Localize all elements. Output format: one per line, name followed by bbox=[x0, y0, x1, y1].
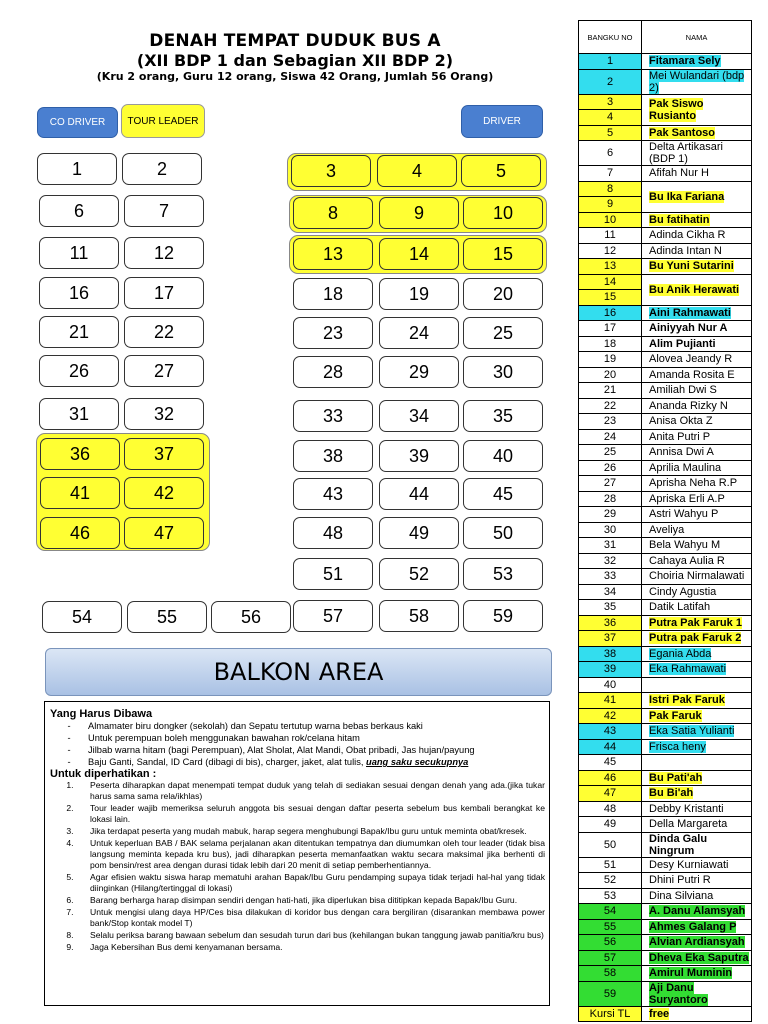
roster-name: Alovea Jeandy R bbox=[649, 353, 733, 366]
roster-name: Dhini Putri R bbox=[649, 874, 711, 887]
seat-29[interactable]: 29 bbox=[379, 356, 459, 388]
attention-item: 6. Barang berharga harap disimpan sendiri dengan hati-hati, jika diperlukan bisa dititipkan kepada Bapak/Ibu Guru. bbox=[66, 895, 518, 905]
attention-item: 5. Agar efisien waktu siswa harap mematuhi arahan Bapak/Ibu Guru pendamping supaya tidak terjadi hal-hal yang tidak diinginkan (Hilang/tertinggal di lokasi) bbox=[66, 872, 545, 893]
co-driver-button[interactable]: CO DRIVER bbox=[37, 107, 118, 138]
seat-32[interactable]: 32 bbox=[124, 398, 204, 430]
roster-seat-no: 31 bbox=[579, 538, 642, 554]
roster-seat-no: 6 bbox=[579, 141, 642, 166]
roster-name: Anisa Okta Z bbox=[649, 415, 713, 428]
seat-3[interactable]: 3 bbox=[291, 155, 371, 187]
roster-seat-no: 9 bbox=[579, 197, 642, 213]
roster-row bbox=[579, 274, 752, 290]
roster-row bbox=[579, 125, 752, 141]
roster-row bbox=[579, 398, 752, 414]
roster-name: Alvian Ardiansyah bbox=[649, 936, 745, 949]
seat-30[interactable]: 30 bbox=[463, 356, 543, 388]
roster-name: Bu fatihatin bbox=[649, 213, 710, 226]
roster-seat-no: 20 bbox=[579, 367, 642, 383]
roster-seat-no: 18 bbox=[579, 336, 642, 352]
seat-41[interactable]: 41 bbox=[40, 477, 120, 509]
seat-12[interactable]: 12 bbox=[124, 237, 204, 269]
bring-emphasis: uang saku secukupnya bbox=[366, 757, 469, 767]
roster-row bbox=[579, 460, 752, 476]
roster-seat-no: 59 bbox=[579, 981, 642, 1006]
roster-name: Amanda Rosita E bbox=[649, 368, 735, 381]
roster-name: Amiliah Dwi S bbox=[649, 384, 717, 397]
roster-row bbox=[579, 383, 752, 399]
seat-53[interactable]: 53 bbox=[463, 558, 543, 590]
roster-name: Ainiyyah Nur A bbox=[649, 322, 728, 335]
roster-seat-no: 48 bbox=[579, 801, 642, 817]
roster-seat-no: 24 bbox=[579, 429, 642, 445]
roster-seat-no: 8 bbox=[579, 181, 642, 197]
roster-seat-no: 41 bbox=[579, 693, 642, 709]
roster-seat-no: 21 bbox=[579, 383, 642, 399]
roster-table bbox=[578, 20, 752, 1022]
seat-13[interactable]: 13 bbox=[293, 238, 373, 270]
roster-row bbox=[579, 950, 752, 966]
roster-row bbox=[579, 919, 752, 935]
roster-row bbox=[579, 259, 752, 275]
attention-item: 1. Peserta diharapkan dapat menempati tempat duduk yang telah di sediakan sesuai dengan denah yang ada.(jika tukar harus sama sama rela/ikhlas) bbox=[66, 780, 545, 801]
seat-57[interactable]: 57 bbox=[293, 600, 373, 632]
roster-row bbox=[579, 69, 752, 94]
roster-row bbox=[579, 584, 752, 600]
roster-row bbox=[579, 476, 752, 492]
attention-item: 9. Jaga Kebersihan Bus demi kenyamanan bersama. bbox=[66, 942, 283, 952]
seat-35[interactable]: 35 bbox=[463, 400, 543, 432]
roster-row bbox=[579, 54, 752, 70]
seat-2[interactable]: 2 bbox=[122, 153, 202, 185]
roster-row bbox=[579, 507, 752, 523]
seat-51[interactable]: 51 bbox=[293, 558, 373, 590]
seat-27[interactable]: 27 bbox=[124, 355, 204, 387]
roster-seat-no: 27 bbox=[579, 476, 642, 492]
roster-name: Istri Pak Faruk bbox=[649, 694, 725, 707]
roster-name: Ananda Rizky N bbox=[649, 399, 728, 412]
seat-45[interactable]: 45 bbox=[463, 478, 543, 510]
seat-48[interactable]: 48 bbox=[293, 517, 373, 549]
roster-name: Afifah Nur H bbox=[649, 167, 709, 180]
seat-18[interactable]: 18 bbox=[293, 278, 373, 310]
seat-21[interactable]: 21 bbox=[39, 316, 119, 348]
roster-row bbox=[579, 708, 752, 724]
roster-row bbox=[579, 888, 752, 904]
roster-row bbox=[579, 352, 752, 368]
roster-seat-no: 44 bbox=[579, 739, 642, 755]
roster-seat-no: 23 bbox=[579, 414, 642, 430]
roster-name: Pak Santoso bbox=[649, 126, 716, 139]
roster-row bbox=[579, 755, 752, 771]
roster-name: Dheva Eka Saputra bbox=[649, 951, 749, 964]
seat-22[interactable]: 22 bbox=[124, 316, 204, 348]
seat-39[interactable]: 39 bbox=[379, 440, 459, 472]
seat-8[interactable]: 8 bbox=[293, 197, 373, 229]
roster-seat-no: 47 bbox=[579, 786, 642, 802]
roster-seat-no: 13 bbox=[579, 259, 642, 275]
roster-row bbox=[579, 305, 752, 321]
roster-name: Bu Anik Herawati bbox=[649, 283, 740, 296]
attention-heading: Untuk diperhatikan : bbox=[50, 768, 157, 780]
roster-name: Adinda Intan N bbox=[649, 244, 722, 257]
roster-seat-no: 57 bbox=[579, 950, 642, 966]
roster-seat-no: 16 bbox=[579, 305, 642, 321]
attention-item: 7. Untuk mengisi ulang daya HP/Ces bisa dilakukan di koridor bus dengan cara bergiliran (disarankan membawa power bank/Stop kontak model T) bbox=[66, 907, 545, 928]
bring-item: - Jilbab warna hitam (bagi Perempuan), Alat Sholat, Alat Mandi, Obat pribadi, Jas hujan/payung bbox=[67, 745, 475, 755]
roster-row bbox=[579, 491, 752, 507]
seat-33[interactable]: 33 bbox=[293, 400, 373, 432]
roster-name: Desy Kurniawati bbox=[649, 858, 729, 871]
seat-24[interactable]: 24 bbox=[379, 317, 459, 349]
roster-name: Dinda Galu Ningrum bbox=[649, 832, 708, 857]
roster-name: Aji Danu Suryantoro bbox=[649, 981, 708, 1006]
roster-seat-no: 37 bbox=[579, 631, 642, 647]
roster-seat-no: 11 bbox=[579, 228, 642, 244]
roster-name: Aprisha Neha R.P bbox=[649, 477, 738, 490]
attention-item: 8. Selalu periksa barang bawaan sebelum dan sesudah turun dari bus (kehilangan bukan tanggung jawab panitia/kru bus) bbox=[66, 930, 544, 940]
page-title: DENAH TEMPAT DUDUK BUS A bbox=[149, 31, 441, 51]
roster-seat-no: Kursi TL bbox=[579, 1006, 642, 1022]
page-info: (Kru 2 orang, Guru 12 orang, Siswa 42 Orang, Jumlah 56 Orang) bbox=[96, 70, 494, 83]
roster-name: Bela Wahyu M bbox=[649, 539, 721, 552]
roster-seat-no: 46 bbox=[579, 770, 642, 786]
roster-seat-no: 52 bbox=[579, 873, 642, 889]
roster-seat-no: 5 bbox=[579, 125, 642, 141]
bring-heading: Yang Harus Dibawa bbox=[50, 708, 153, 720]
seat-52[interactable]: 52 bbox=[379, 558, 459, 590]
roster-seat-no: 39 bbox=[579, 662, 642, 678]
roster-row bbox=[579, 336, 752, 352]
roster-seat-no: 4 bbox=[579, 110, 642, 126]
roster-row bbox=[579, 615, 752, 631]
roster-seat-no: 14 bbox=[579, 274, 642, 290]
roster-name: Anita Putri P bbox=[649, 430, 711, 443]
roster-row bbox=[579, 212, 752, 228]
roster-name: Delta Artikasari (BDP 1) bbox=[649, 141, 723, 165]
roster-row bbox=[579, 522, 752, 538]
roster-seat-no: 12 bbox=[579, 243, 642, 259]
roster-name: Ahmes Galang P bbox=[649, 920, 737, 933]
roster-name: Adinda Cikha R bbox=[649, 229, 726, 242]
tour-leader-button[interactable]: TOUR LEADER bbox=[121, 104, 205, 138]
roster-name: Choiria Nirmalawati bbox=[649, 570, 745, 583]
roster-seat-no: 53 bbox=[579, 888, 642, 904]
seat-25[interactable]: 25 bbox=[463, 317, 543, 349]
seat-54[interactable]: 54 bbox=[42, 601, 122, 633]
roster-seat-no: 30 bbox=[579, 522, 642, 538]
roster-name: Bu Pati'ah bbox=[649, 771, 703, 784]
roster-seat-no: 3 bbox=[579, 94, 642, 110]
roster-name: Egania Abda bbox=[649, 647, 712, 660]
seat-58[interactable]: 58 bbox=[379, 600, 459, 632]
seat-42[interactable]: 42 bbox=[124, 477, 204, 509]
roster-row bbox=[579, 662, 752, 678]
roster-row bbox=[579, 569, 752, 585]
seat-49[interactable]: 49 bbox=[379, 517, 459, 549]
roster-row bbox=[579, 553, 752, 569]
seat-7[interactable]: 7 bbox=[124, 195, 204, 227]
roster-row bbox=[579, 786, 752, 802]
seat-17[interactable]: 17 bbox=[124, 277, 204, 309]
roster-row bbox=[579, 600, 752, 616]
seat-10[interactable]: 10 bbox=[463, 197, 543, 229]
seat-20[interactable]: 20 bbox=[463, 278, 543, 310]
driver-button[interactable]: DRIVER bbox=[461, 105, 543, 138]
roster-name: Cahaya Aulia R bbox=[649, 554, 725, 567]
seat-11[interactable]: 11 bbox=[39, 237, 119, 269]
roster-name: Dina Silviana bbox=[649, 889, 714, 902]
roster-name: Cindy Agustia bbox=[649, 585, 717, 598]
roster-row bbox=[579, 631, 752, 647]
roster-row bbox=[579, 817, 752, 833]
roster-name: Alim Pujianti bbox=[649, 337, 716, 350]
roster-name: Bu Ika Fariana bbox=[649, 190, 725, 203]
roster-seat-no: 34 bbox=[579, 584, 642, 600]
balkon-area: BALKON AREA bbox=[45, 648, 552, 696]
roster-name: Bu Yuni Sutarini bbox=[649, 260, 734, 273]
roster-name: Datik Latifah bbox=[649, 601, 711, 614]
roster-name: Amirul Muminin bbox=[649, 967, 733, 980]
seat-1[interactable]: 1 bbox=[37, 153, 117, 185]
roster-name: Mei Wulandari (bdp 2) bbox=[649, 69, 745, 94]
roster-row bbox=[579, 243, 752, 259]
seat-14[interactable]: 14 bbox=[379, 238, 459, 270]
roster-seat-no: 17 bbox=[579, 321, 642, 337]
roster-row bbox=[579, 873, 752, 889]
attention-item: 4. Untuk keperluan BAB / BAK selama perjalanan akan ditentukan tempatnya dan diumumkan oleh tour leader (tidak bisa langsung meminta kepada kru bus), jadi diharapkan peserta memanfaatkan waktu secara maksimal jika berhenti di pom bensin/rest area dengan durasi tidak lebih dari 20 menit di setiap pemberhentiannya. bbox=[66, 838, 545, 870]
roster-seat-no: 45 bbox=[579, 755, 642, 771]
seat-28[interactable]: 28 bbox=[293, 356, 373, 388]
roster-row bbox=[579, 429, 752, 445]
roster-header bbox=[579, 21, 752, 54]
roster-name: Putra Pak Faruk 1 bbox=[649, 616, 742, 629]
seat-47[interactable]: 47 bbox=[124, 517, 204, 549]
seat-16[interactable]: 16 bbox=[39, 277, 119, 309]
roster-seat-no: 29 bbox=[579, 507, 642, 523]
roster-row bbox=[579, 538, 752, 554]
roster-seat-no: 58 bbox=[579, 966, 642, 982]
roster-row bbox=[579, 832, 752, 857]
roster-row bbox=[579, 981, 752, 1006]
roster-name: Eka Satia Yulianti bbox=[649, 725, 735, 738]
roster-row bbox=[579, 966, 752, 982]
roster-row bbox=[579, 414, 752, 430]
seat-31[interactable]: 31 bbox=[39, 398, 119, 430]
roster-seat-no: 40 bbox=[579, 677, 642, 693]
roster-seat-no: 49 bbox=[579, 817, 642, 833]
roster-seat-no: 42 bbox=[579, 708, 642, 724]
roster-name: Aprilia Maulina bbox=[649, 461, 722, 474]
roster-seat-no: 50 bbox=[579, 832, 642, 857]
roster-seat-no: 32 bbox=[579, 553, 642, 569]
roster-seat-no: 10 bbox=[579, 212, 642, 228]
roster-seat-no: 36 bbox=[579, 615, 642, 631]
seat-5[interactable]: 5 bbox=[461, 155, 541, 187]
roster-row bbox=[579, 228, 752, 244]
roster-col-no: BANGKU NO bbox=[579, 21, 642, 54]
roster-name: Apriska Erli A.P bbox=[649, 492, 725, 505]
roster-row bbox=[579, 904, 752, 920]
seat-56[interactable]: 56 bbox=[211, 601, 291, 633]
seat-59[interactable]: 59 bbox=[463, 600, 543, 632]
roster-seat-no: 7 bbox=[579, 166, 642, 182]
seat-55[interactable]: 55 bbox=[127, 601, 207, 633]
attention-item: 2. Tour leader wajib memeriksa seluruh anggota bis sesuai dengan daftar peserta sebelum bus kembali berangkat ke lokasi lain. bbox=[66, 803, 545, 824]
seat-4[interactable]: 4 bbox=[377, 155, 457, 187]
roster-seat-no: 33 bbox=[579, 569, 642, 585]
roster-seat-no: 56 bbox=[579, 935, 642, 951]
roster-name: Debby Kristanti bbox=[649, 802, 724, 815]
roster-name: A. Danu Alamsyah bbox=[649, 905, 746, 918]
roster-row bbox=[579, 739, 752, 755]
seat-15[interactable]: 15 bbox=[463, 238, 543, 270]
seat-26[interactable]: 26 bbox=[39, 355, 119, 387]
roster-name: Eka Rahmawati bbox=[649, 663, 727, 676]
seat-19[interactable]: 19 bbox=[379, 278, 459, 310]
roster-seat-no: 1 bbox=[579, 54, 642, 70]
roster-row bbox=[579, 801, 752, 817]
roster-row bbox=[579, 770, 752, 786]
roster-row bbox=[579, 181, 752, 197]
roster-row bbox=[579, 445, 752, 461]
roster-row bbox=[579, 935, 752, 951]
roster-seat-no: 28 bbox=[579, 491, 642, 507]
seat-38[interactable]: 38 bbox=[293, 440, 373, 472]
roster-name: Astri Wahyu P bbox=[649, 508, 719, 521]
attention-item: 3. Jika terdapat peserta yang mudah mabuk, harap segera menghubungi Bapak/Ibu guru untuk meminta obat/kresek. bbox=[66, 826, 527, 836]
roster-seat-no: 15 bbox=[579, 290, 642, 306]
roster-row bbox=[579, 693, 752, 709]
roster-seat-no: 19 bbox=[579, 352, 642, 368]
seat-34[interactable]: 34 bbox=[379, 400, 459, 432]
seat-9[interactable]: 9 bbox=[379, 197, 459, 229]
bring-item: - Almamater biru dongker (sekolah) dan Sepatu tertutup warna bebas berkaus kaki bbox=[67, 721, 423, 731]
roster-name: Fitamara Sely bbox=[649, 55, 721, 68]
roster-row bbox=[579, 94, 752, 110]
roster-col-name: NAMA bbox=[642, 21, 752, 54]
roster-row bbox=[579, 646, 752, 662]
notes-box bbox=[44, 701, 550, 1006]
roster-seat-no: 2 bbox=[579, 69, 642, 94]
seat-23[interactable]: 23 bbox=[293, 317, 373, 349]
roster-row bbox=[579, 1006, 752, 1022]
roster-row bbox=[579, 166, 752, 182]
roster-seat-no: 54 bbox=[579, 904, 642, 920]
bring-item: - Baju Ganti, Sandal, ID Card (dibagi di bis), charger, jaket, alat tulis, uang saku secukupnya bbox=[67, 757, 469, 767]
roster-seat-no: 35 bbox=[579, 600, 642, 616]
roster-name: Putra pak Faruk 2 bbox=[649, 632, 742, 645]
roster-name: Aini Rahmawati bbox=[649, 306, 731, 319]
roster-seat-no: 22 bbox=[579, 398, 642, 414]
roster-seat-no: 43 bbox=[579, 724, 642, 740]
bring-item: - Untuk perempuan boleh menggunakan bawahan rok/celana hitam bbox=[67, 733, 360, 743]
seat-37[interactable]: 37 bbox=[124, 438, 204, 470]
seat-6[interactable]: 6 bbox=[39, 195, 119, 227]
roster-name: Bu Bi'ah bbox=[649, 787, 694, 800]
roster-row bbox=[579, 857, 752, 873]
roster-row bbox=[579, 321, 752, 337]
roster-seat-no: 38 bbox=[579, 646, 642, 662]
roster-name: Aveliya bbox=[649, 523, 685, 536]
roster-seat-no: 26 bbox=[579, 460, 642, 476]
seat-40[interactable]: 40 bbox=[463, 440, 543, 472]
seat-43[interactable]: 43 bbox=[293, 478, 373, 510]
roster-seat-no: 25 bbox=[579, 445, 642, 461]
seat-50[interactable]: 50 bbox=[463, 517, 543, 549]
roster-name: Pak Faruk bbox=[649, 709, 702, 722]
roster-row bbox=[579, 724, 752, 740]
roster-row bbox=[579, 141, 752, 166]
roster-name: Annisa Dwi A bbox=[649, 446, 714, 459]
roster-name: Della Margareta bbox=[649, 818, 728, 831]
seat-36[interactable]: 36 bbox=[40, 438, 120, 470]
roster-name: Pak Siswo Rusianto bbox=[649, 97, 704, 122]
roster-name: Frisca heny bbox=[649, 740, 706, 753]
roster-seat-no: 51 bbox=[579, 857, 642, 873]
roster-row bbox=[579, 677, 752, 693]
page-subtitle: (XII BDP 1 dan Sebagian XII BDP 2) bbox=[136, 51, 454, 70]
roster-seat-no: 55 bbox=[579, 919, 642, 935]
seat-44[interactable]: 44 bbox=[379, 478, 459, 510]
roster-row bbox=[579, 367, 752, 383]
seat-46[interactable]: 46 bbox=[40, 517, 120, 549]
roster-name: free bbox=[649, 1007, 670, 1020]
